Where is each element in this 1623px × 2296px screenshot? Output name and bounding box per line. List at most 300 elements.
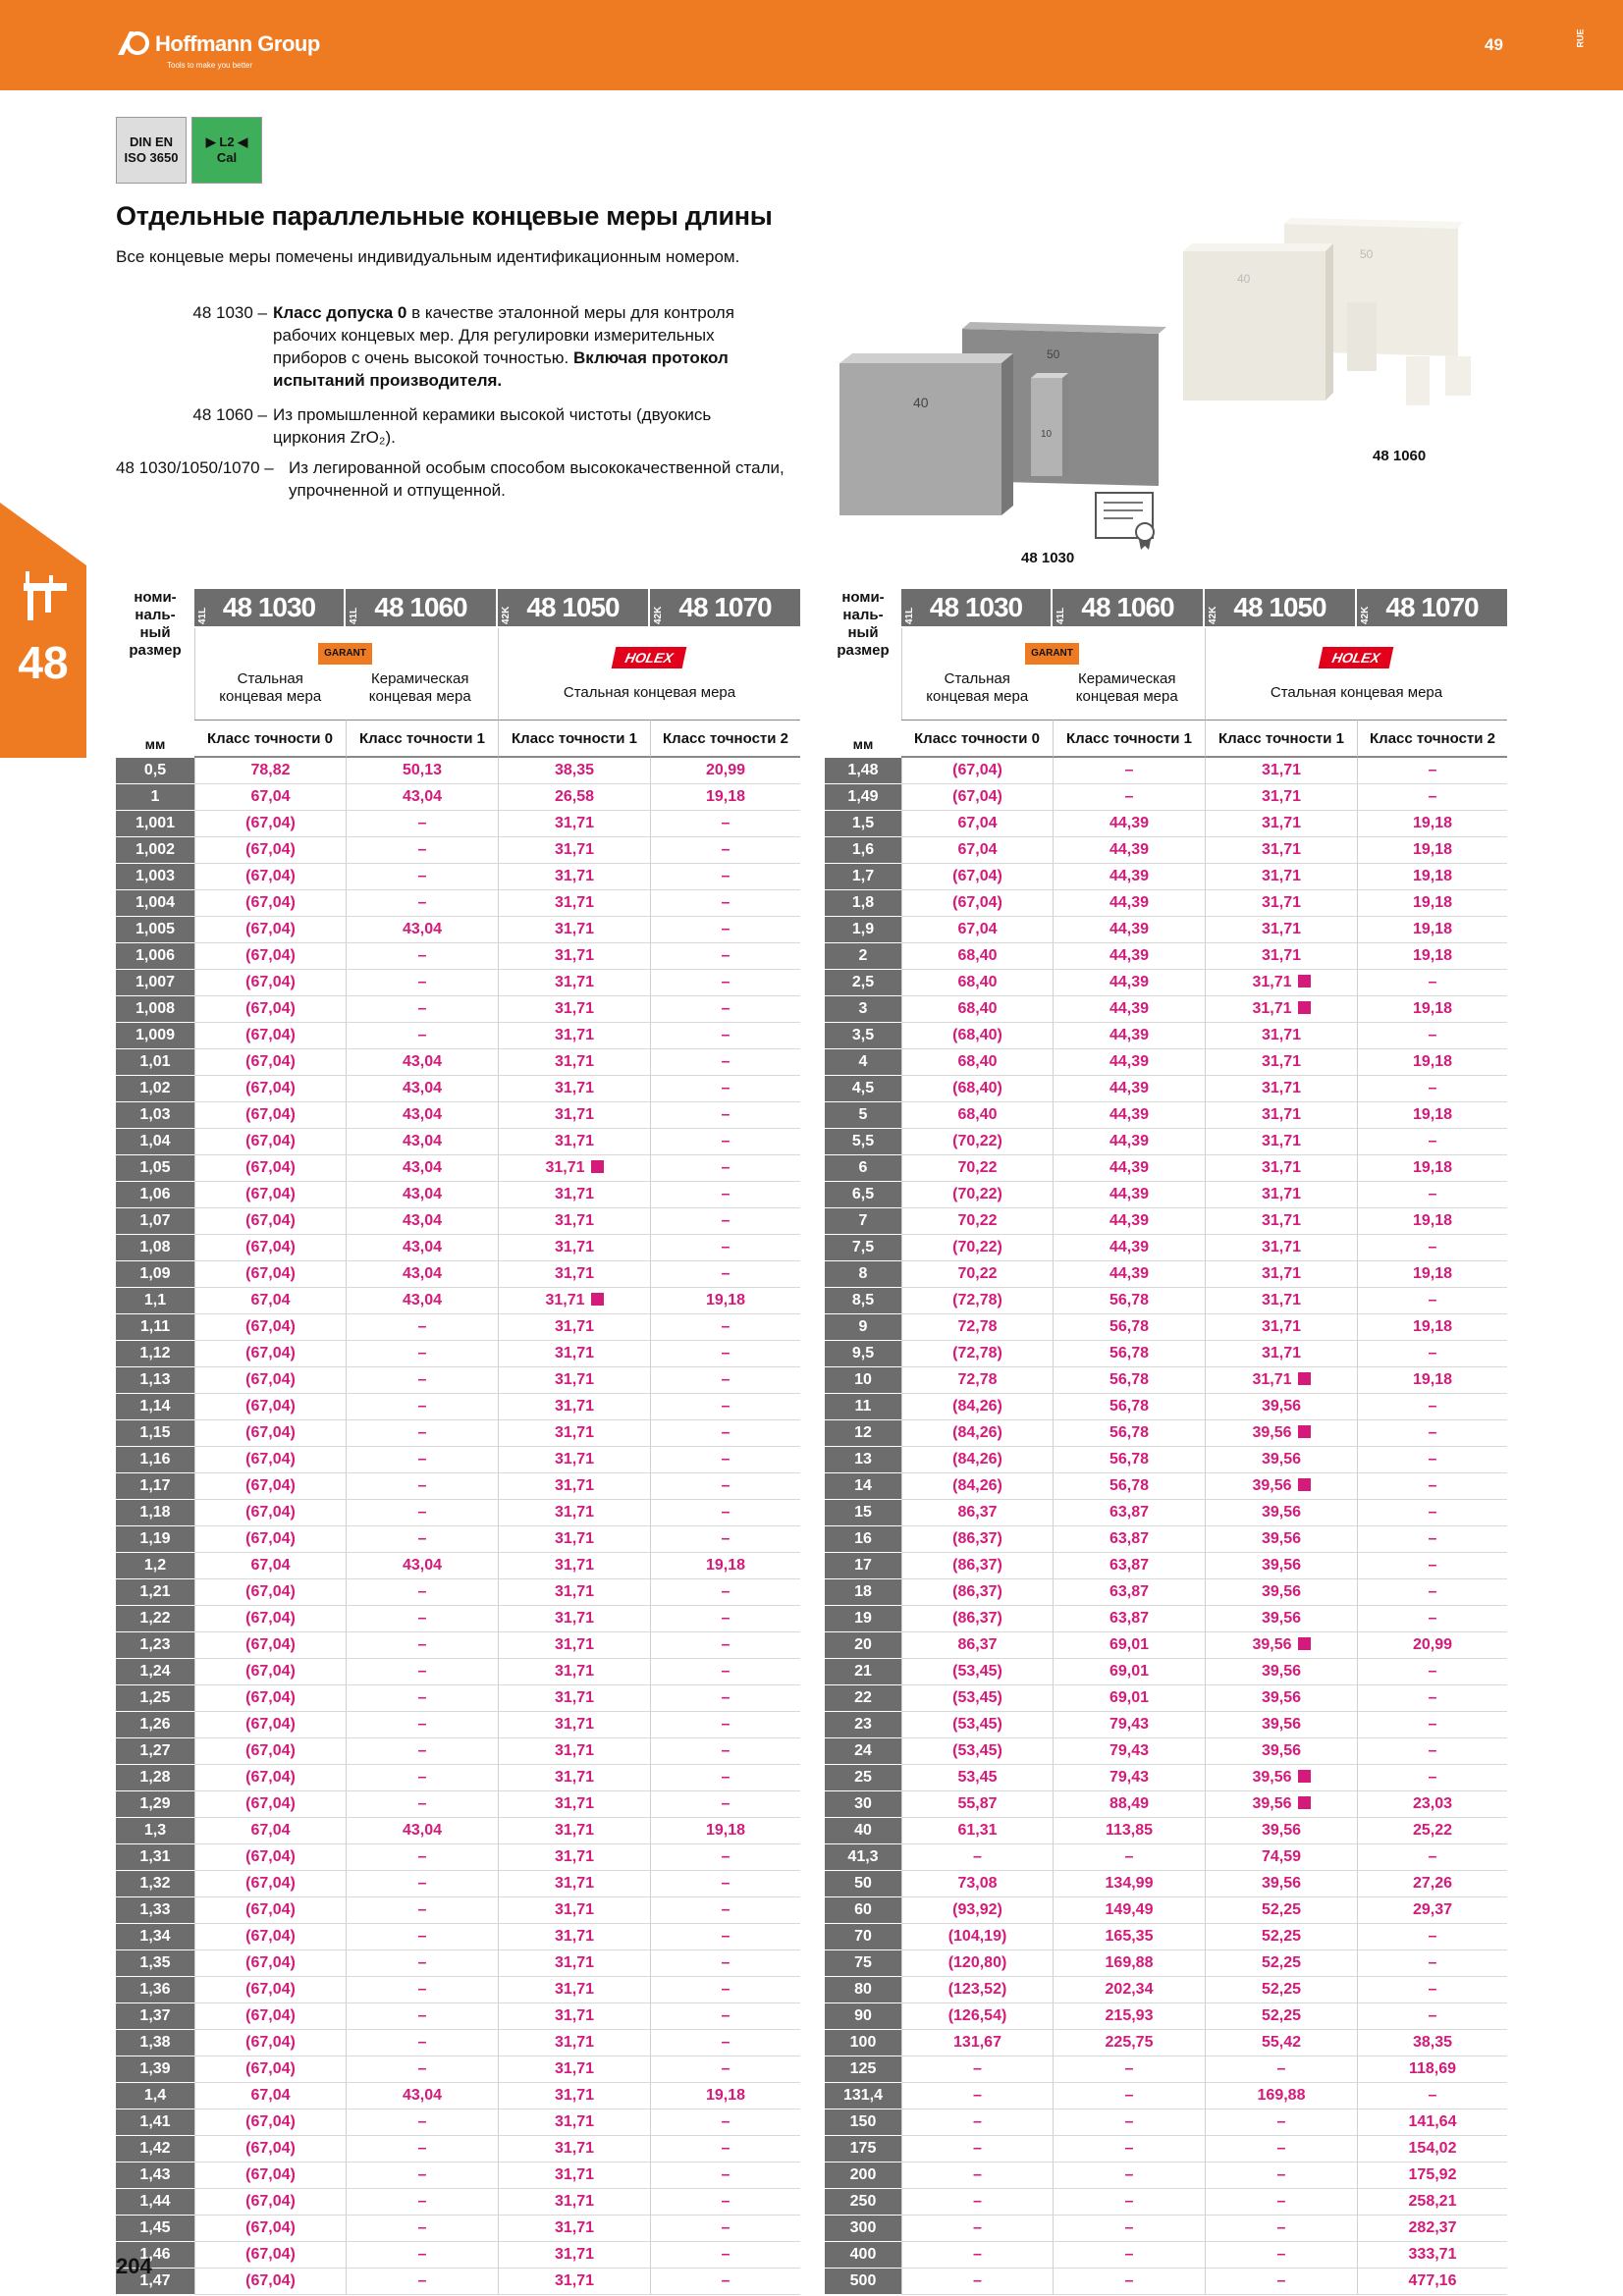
table-row: [825, 1871, 1507, 1897]
price-cell: 44,39: [1053, 943, 1205, 970]
svg-text:10: 10: [1041, 429, 1053, 440]
size-cell: 1,03: [116, 1102, 194, 1129]
price-cell: –: [346, 2189, 498, 2216]
price-cell: (67,04): [194, 1897, 346, 1924]
size-cell: 1,09: [116, 1261, 194, 1288]
right-col-481060-material: Керамическая концевая мера: [1075, 669, 1178, 705]
price-cell: 39,56: [1205, 1447, 1357, 1473]
price-cell: (67,04): [194, 1500, 346, 1526]
size-cell: 40: [825, 1818, 901, 1844]
price-cell: 165,35: [1053, 1924, 1205, 1950]
price-cell: –: [650, 2163, 800, 2189]
size-cell: 80: [825, 1977, 901, 2003]
table-row: [116, 2083, 800, 2109]
description-1: [181, 301, 789, 392]
price-cell: 215,93: [1053, 2003, 1205, 2030]
price-cell: 39,56: [1205, 1659, 1357, 1685]
price-cell: (67,04): [194, 1023, 346, 1049]
price-cell: (67,04): [194, 811, 346, 837]
size-cell: 7: [825, 1208, 901, 1235]
svg-text:50: 50: [1360, 247, 1374, 261]
description-3-text: Из легированной особым способом высококачественной стали, упрочненной и отпущенной.: [289, 458, 784, 500]
price-cell: 31,71: [1205, 1182, 1357, 1208]
price-cell: 39,56: [1205, 1871, 1357, 1897]
table-row: [116, 917, 800, 943]
size-cell: 3: [825, 996, 901, 1023]
price-cell: 44,39: [1053, 1235, 1205, 1261]
right-col-481070-code: 42K 48 1070: [1357, 589, 1507, 626]
right-garant-logo: GARANT: [1025, 643, 1079, 665]
price-cell: 78,82: [194, 758, 346, 784]
table-row: [825, 1288, 1507, 1314]
size-cell: 1,45: [116, 2216, 194, 2242]
price-cell: 79,43: [1053, 1712, 1205, 1738]
size-cell: 1,007: [116, 970, 194, 996]
price-cell: (67,04): [194, 837, 346, 864]
price-cell: –: [1357, 1394, 1507, 1420]
table-row: [825, 1447, 1507, 1473]
table-row: [825, 917, 1507, 943]
table-row: [825, 2136, 1507, 2163]
size-cell: 0,5: [116, 758, 194, 784]
right-garant-header: [901, 628, 1202, 720]
size-cell: 1,3: [116, 1818, 194, 1844]
price-cell: 31,71: [1205, 1261, 1357, 1288]
price-cell: –: [1357, 1076, 1507, 1102]
price-cell: 55,42: [1205, 2030, 1357, 2056]
size-cell: 200: [825, 2163, 901, 2189]
price-cell: –: [346, 2109, 498, 2136]
price-cell: 19,18: [1357, 1314, 1507, 1341]
size-cell: 9: [825, 1314, 901, 1341]
price-cell: 44,39: [1053, 837, 1205, 864]
price-cell: (67,04): [194, 1155, 346, 1182]
table-row: [825, 1738, 1507, 1765]
table-row: [825, 1261, 1507, 1288]
price-cell: –: [1053, 758, 1205, 784]
price-cell: –: [650, 2056, 800, 2083]
price-cell: –: [901, 2189, 1053, 2216]
price-cell: –: [346, 1632, 498, 1659]
price-cell: –: [650, 2030, 800, 2056]
table-row: [116, 1818, 800, 1844]
size-cell: 1,009: [116, 1023, 194, 1049]
price-cell: 31,71: [498, 1394, 650, 1420]
price-cell: 31,71: [1205, 864, 1357, 890]
size-cell: 1,008: [116, 996, 194, 1023]
unit-label: мм: [144, 736, 166, 752]
table-row: [825, 2109, 1507, 2136]
marker-square-icon: [1298, 1770, 1311, 1783]
price-cell: (67,04): [194, 1049, 346, 1076]
size-cell: 1,36: [116, 1977, 194, 2003]
price-cell: 26,58: [498, 784, 650, 811]
price-cell: 63,87: [1053, 1526, 1205, 1553]
price-cell: 44,39: [1053, 1049, 1205, 1076]
price-cell: 31,71: [498, 1950, 650, 1977]
size-cell: 1,17: [116, 1473, 194, 1500]
price-cell: 31,71: [1205, 1235, 1357, 1261]
price-cell: 19,18: [1357, 1155, 1507, 1182]
price-cell: (67,04): [194, 1924, 346, 1950]
price-cell: –: [346, 1897, 498, 1924]
table-row: [825, 2269, 1507, 2295]
price-cell: 43,04: [346, 1553, 498, 1579]
table-row: [116, 1447, 800, 1473]
price-cell: (67,04): [194, 864, 346, 890]
caption-steel: 48 1030: [1021, 550, 1075, 566]
size-cell: 1,26: [116, 1712, 194, 1738]
price-cell: 19,18: [1357, 917, 1507, 943]
size-cell: 1: [116, 784, 194, 811]
size-cell: 1,32: [116, 1871, 194, 1897]
price-cell: 43,04: [346, 1818, 498, 1844]
col-481060-code: 41L 48 1060: [346, 589, 496, 626]
price-cell: 31,71: [1205, 1288, 1357, 1314]
price-cell: 43,04: [346, 1261, 498, 1288]
price-cell: –: [346, 1447, 498, 1473]
price-cell: –: [650, 811, 800, 837]
price-cell: –: [1357, 1023, 1507, 1049]
price-cell: (86,37): [901, 1579, 1053, 1606]
table-row: [825, 943, 1507, 970]
table-row: [116, 1632, 800, 1659]
table-row: [116, 1579, 800, 1606]
table-row: [825, 1844, 1507, 1871]
price-cell: 44,39: [1053, 1208, 1205, 1235]
price-cell: –: [1357, 758, 1507, 784]
price-cell: 43,04: [346, 1288, 498, 1314]
price-cell: 68,40: [901, 970, 1053, 996]
price-cell: 31,71: [1205, 943, 1357, 970]
price-cell: 31,71: [498, 1765, 650, 1791]
right-col-481030-material: Стальная концевая мера: [926, 669, 1029, 705]
price-cell: 79,43: [1053, 1765, 1205, 1791]
price-cell: (120,80): [901, 1950, 1053, 1977]
table-row: [825, 1765, 1507, 1791]
size-cell: 7,5: [825, 1235, 901, 1261]
price-cell: 19,18: [1357, 837, 1507, 864]
price-cell: –: [1357, 1235, 1507, 1261]
size-cell: 1,15: [116, 1420, 194, 1447]
table-row: [825, 1659, 1507, 1685]
price-cell: 39,56: [1205, 1738, 1357, 1765]
price-cell: 31,71: [498, 1208, 650, 1235]
price-cell: –: [650, 1712, 800, 1738]
price-cell: –: [346, 2003, 498, 2030]
price-cell: 169,88: [1205, 2083, 1357, 2109]
price-cell: (67,04): [194, 2003, 346, 2030]
price-cell: –: [1205, 2163, 1357, 2189]
price-cell: 70,22: [901, 1208, 1053, 1235]
price-cell: –: [650, 1977, 800, 2003]
price-cell: 175,92: [1357, 2163, 1507, 2189]
size-cell: 125: [825, 2056, 901, 2083]
right-table-header: [825, 589, 1507, 758]
size-cell: 175: [825, 2136, 901, 2163]
price-cell: 52,25: [1205, 1977, 1357, 2003]
price-cell: (68,40): [901, 1076, 1053, 1102]
price-cell: 31,71: [498, 2083, 650, 2109]
table-row: [116, 1394, 800, 1420]
price-cell: (123,52): [901, 1977, 1053, 2003]
price-cell: 282,37: [1357, 2216, 1507, 2242]
price-cell: –: [1053, 2083, 1205, 2109]
price-cell: 31,71: [498, 1738, 650, 1765]
price-cell: –: [346, 2136, 498, 2163]
price-cell: 68,40: [901, 943, 1053, 970]
right-holex-material: Стальная концевая мера: [1270, 683, 1443, 701]
price-cell: –: [901, 1844, 1053, 1871]
price-cell: (67,04): [901, 890, 1053, 917]
price-cell: 43,04: [346, 1182, 498, 1208]
price-cell: –: [346, 1738, 498, 1765]
price-cell: (104,19): [901, 1924, 1053, 1950]
price-cell: –: [1205, 2189, 1357, 2216]
price-cell: 52,25: [1205, 1897, 1357, 1924]
calibration-badge: [191, 117, 262, 184]
price-cell: –: [650, 1844, 800, 1871]
table-row: [116, 1924, 800, 1950]
right-col-481050-code: 42K 48 1050: [1205, 589, 1355, 626]
price-cell: –: [346, 996, 498, 1023]
table-row: [116, 758, 800, 784]
price-cell: –: [346, 837, 498, 864]
table-row: [825, 1049, 1507, 1076]
size-cell: 1,33: [116, 1897, 194, 1924]
col-481050-class: Класс точности 1: [498, 720, 650, 758]
table-row: [825, 2242, 1507, 2269]
table-row: [116, 1420, 800, 1447]
price-cell: –: [1357, 1447, 1507, 1473]
table-row: [116, 1129, 800, 1155]
price-cell: –: [650, 1606, 800, 1632]
table-row: [825, 1314, 1507, 1341]
price-cell: –: [1357, 2083, 1507, 2109]
size-cell: 23: [825, 1712, 901, 1738]
size-cell: 1,44: [116, 2189, 194, 2216]
price-cell: 44,39: [1053, 970, 1205, 996]
size-cell: 1,27: [116, 1738, 194, 1765]
col-481060-class: Класс точности 1: [346, 720, 498, 758]
price-cell: (67,04): [194, 2269, 346, 2295]
price-cell: (70,22): [901, 1235, 1053, 1261]
price-cell: 67,04: [194, 784, 346, 811]
price-cell: 19,18: [1357, 1261, 1507, 1288]
price-cell: –: [346, 2030, 498, 2056]
price-cell: –: [346, 1579, 498, 1606]
price-cell: (67,04): [194, 1076, 346, 1102]
price-cell: –: [346, 1367, 498, 1394]
price-cell: 19,18: [1357, 1102, 1507, 1129]
price-cell: 69,01: [1053, 1659, 1205, 1685]
price-cell: –: [650, 1420, 800, 1447]
size-cell: 6,5: [825, 1182, 901, 1208]
price-cell: (67,04): [194, 1208, 346, 1235]
price-cell: (67,04): [194, 1394, 346, 1420]
table-row: [825, 864, 1507, 890]
price-cell: 31,71: [498, 1235, 650, 1261]
table-row: [116, 1553, 800, 1579]
price-cell: (53,45): [901, 1685, 1053, 1712]
description-2-code: 48 1060 –: [192, 405, 267, 424]
price-cell: (67,04): [194, 2216, 346, 2242]
table-row: [825, 1685, 1507, 1712]
size-cell: 50: [825, 1871, 901, 1897]
language-code: RUE: [1575, 28, 1586, 48]
size-cell: 1,04: [116, 1129, 194, 1155]
size-cell: 30: [825, 1791, 901, 1818]
price-cell: 31,71: [1205, 917, 1357, 943]
price-cell: (67,04): [194, 2056, 346, 2083]
price-cell: 39,56: [1205, 1632, 1357, 1659]
table-row: [825, 1155, 1507, 1182]
size-cell: 11: [825, 1394, 901, 1420]
table-row: [825, 811, 1507, 837]
marker-square-icon: [1298, 1478, 1311, 1491]
price-cell: 44,39: [1053, 1076, 1205, 1102]
right-price-table: [825, 758, 1507, 2295]
garant-header: [194, 628, 495, 720]
price-cell: 67,04: [194, 2083, 346, 2109]
price-cell: –: [650, 1685, 800, 1712]
price-cell: (86,37): [901, 1526, 1053, 1553]
size-cell: 1,37: [116, 2003, 194, 2030]
price-cell: –: [346, 1314, 498, 1341]
price-cell: 31,71: [498, 1977, 650, 2003]
price-cell: 31,71: [498, 1924, 650, 1950]
price-cell: –: [1357, 970, 1507, 996]
price-cell: 56,78: [1053, 1341, 1205, 1367]
price-cell: –: [346, 1659, 498, 1685]
price-cell: –: [650, 1235, 800, 1261]
svg-text:50: 50: [1047, 347, 1060, 361]
price-cell: 70,22: [901, 1261, 1053, 1288]
price-cell: 169,88: [1053, 1950, 1205, 1977]
size-cell: 2,5: [825, 970, 901, 996]
size-cell: 70: [825, 1924, 901, 1950]
price-cell: 31,71: [498, 1473, 650, 1500]
size-cell: 1,02: [116, 1076, 194, 1102]
price-cell: (67,04): [194, 1738, 346, 1765]
svg-text:40: 40: [913, 395, 929, 410]
description-3-code: 48 1030/1050/1070 –: [116, 458, 274, 477]
description-1-bold-end: Включая протокол испытаний производителя.: [273, 348, 729, 390]
price-cell: 43,04: [346, 1208, 498, 1235]
price-cell: –: [1357, 1738, 1507, 1765]
price-cell: –: [346, 1500, 498, 1526]
price-cell: –: [650, 1447, 800, 1473]
price-cell: –: [1357, 1182, 1507, 1208]
col-481060-material: Керамическая концевая мера: [368, 669, 471, 705]
description-1-bold: Класс допуска 0: [273, 303, 407, 322]
right-holex-logo: HOLEX: [1319, 647, 1394, 668]
price-cell: (67,04): [901, 784, 1053, 811]
price-cell: –: [1357, 1606, 1507, 1632]
size-cell: 1,8: [825, 890, 901, 917]
price-cell: –: [650, 1394, 800, 1420]
price-cell: –: [1357, 1553, 1507, 1579]
price-cell: –: [346, 2242, 498, 2269]
table-row: [116, 2216, 800, 2242]
table-row: [116, 2109, 800, 2136]
table-row: [825, 1102, 1507, 1129]
price-cell: 31,71: [498, 2030, 650, 2056]
price-cell: 44,39: [1053, 1102, 1205, 1129]
price-cell: 43,04: [346, 1129, 498, 1155]
table-row: [116, 1367, 800, 1394]
table-row: [825, 1394, 1507, 1420]
marker-square-icon: [1298, 1372, 1311, 1385]
size-cell: 10: [825, 1367, 901, 1394]
col-481070-class: Класс точности 2: [650, 720, 800, 758]
price-cell: 19,18: [1357, 864, 1507, 890]
table-row: [825, 1129, 1507, 1155]
size-cell: 1,002: [116, 837, 194, 864]
price-cell: 55,87: [901, 1791, 1053, 1818]
table-row: [116, 1712, 800, 1738]
description-1-text: в качестве эталонной меры для контроля рабочих концевых мер. Для регулировки измерительных приборов с очень высокой точностью.: [273, 303, 734, 367]
price-cell: 39,56: [1205, 1606, 1357, 1632]
price-cell: 31,71: [498, 1367, 650, 1394]
price-cell: 333,71: [1357, 2242, 1507, 2269]
price-cell: (72,78): [901, 1288, 1053, 1314]
price-cell: 31,71: [498, 1712, 650, 1738]
table-row: [116, 996, 800, 1023]
price-cell: 68,40: [901, 996, 1053, 1023]
price-cell: –: [346, 2056, 498, 2083]
table-row: [116, 1049, 800, 1076]
size-cell: 1,42: [116, 2136, 194, 2163]
price-cell: (67,04): [194, 943, 346, 970]
page-title: Отдельные параллельные концевые меры длины: [116, 201, 773, 231]
size-cell: 1,07: [116, 1208, 194, 1235]
certificate-icon: [1094, 489, 1164, 550]
price-cell: 43,04: [346, 917, 498, 943]
price-cell: –: [901, 2109, 1053, 2136]
table-row: [116, 864, 800, 890]
price-cell: –: [650, 1102, 800, 1129]
price-cell: 44,39: [1053, 1129, 1205, 1155]
table-row: [116, 1606, 800, 1632]
table-row: [116, 2056, 800, 2083]
price-cell: –: [650, 1579, 800, 1606]
table-row: [116, 1738, 800, 1765]
size-cell: 1,28: [116, 1765, 194, 1791]
price-cell: –: [346, 1924, 498, 1950]
price-cell: –: [650, 943, 800, 970]
price-cell: 31,71: [498, 1791, 650, 1818]
price-cell: 43,04: [346, 1102, 498, 1129]
price-cell: 31,71: [498, 1288, 650, 1314]
price-cell: 31,71: [498, 2136, 650, 2163]
size-cell: 1,7: [825, 864, 901, 890]
price-cell: 56,78: [1053, 1473, 1205, 1500]
cal-line2: Cal: [216, 150, 238, 165]
description-2-text: Из промышленной керамики высокой чистоты (двуокись циркония ZrO₂).: [273, 405, 712, 447]
price-cell: –: [1357, 1473, 1507, 1500]
price-cell: 31,71: [498, 1632, 650, 1659]
price-cell: 44,39: [1053, 890, 1205, 917]
table-row: [825, 1076, 1507, 1102]
size-cell: 90: [825, 2003, 901, 2030]
price-cell: –: [346, 2163, 498, 2189]
price-cell: –: [346, 1420, 498, 1447]
price-cell: –: [346, 1526, 498, 1553]
price-cell: 44,39: [1053, 811, 1205, 837]
table-row: [825, 1023, 1507, 1049]
price-cell: 31,71: [1205, 1102, 1357, 1129]
